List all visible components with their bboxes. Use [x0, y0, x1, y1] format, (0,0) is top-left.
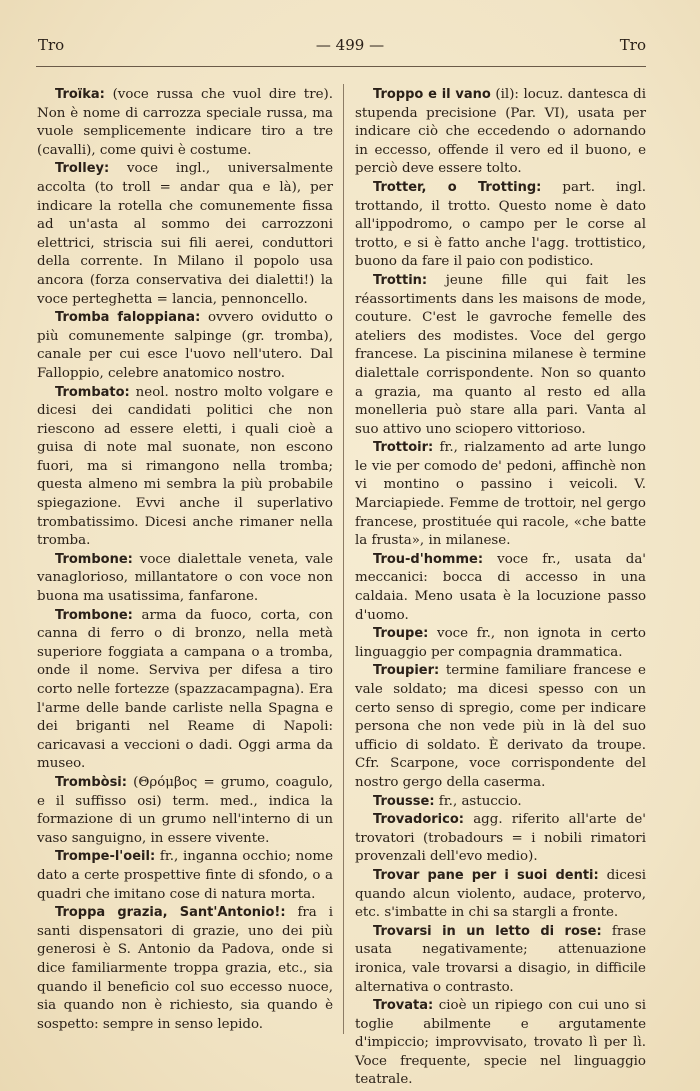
- entry: [355, 272, 646, 439]
- entry: [355, 662, 646, 792]
- definition: fr., rialzamento ad arte lungo le vie per comodo de' pedoni, affinchè non vi montino o passino i veicoli. V. Marciapiede. Femme de trottoir, nel gergo francese, prostituée qui racole, «che batte la frusta», in milanese.: [355, 440, 646, 549]
- definition: dicesi quando alcun violento, audace, protervo, etc. s'imbatte in chi sa stargli a fronte.: [355, 867, 646, 921]
- definition: arma da fuoco, corta, con canna di ferro o di bronzo, nella metà superiore foggiata a campana o a tromba, onde il nome. Serviva per difesa a tiro corto nelle fortezze (spazzacampagna). Era l'arme delle bande carliste nella Spagna e dei briganti nel Reame di Napoli: caricavasi a veccioni o dadi. Oggi arma da museo.: [37, 607, 333, 772]
- headword: Trombone:: [55, 607, 133, 623]
- entry: [37, 384, 333, 551]
- definition: agg. riferito all'arte de' trovatori (trobadours = i nobili rimatori provenzali dell'evo medio).: [355, 812, 646, 865]
- definition: voce fr., usata da' meccanici: bocca di accesso in una caldaia. Meno usata è la locuzione passo d'uomo.: [355, 551, 646, 623]
- definition: (il): locuz. dantesca di stupenda precisione (Par. VI), usata per indicare ciò che eccedendo o adornando in eccesso, offende il vero ed il buono, e perciò deve essere tolto.: [355, 87, 646, 177]
- entry: [37, 309, 333, 383]
- definition: voce dialettale veneta, vale vanaglorioso, millantatore o con voce non buona ma usatissima, fanfarone.: [37, 551, 333, 605]
- headword: Trombòsi:: [55, 774, 127, 790]
- definition: voce ingl., universalmente accolta (to troll = andar qua e là), per indicare la rotella che comunemente fissa ad un'asta al sommo dei carrozzoni elettrici, striscia sui fili aerei, conduttori della corrente. In Milano il popolo usa ancora (forza conservativa dei dialetti!) la voce perteghetta = lancia, pennoncello.: [37, 161, 333, 307]
- definition: neol. nostro molto volgare e dicesi dei candidati politici che non riescono ad essere eletti, i quali cioè a guisa di note mal suonate, non escono fuori, ma si rimangono nella tromba; questa almeno mi sembra la più probabile spiegazione. Evvi anche il superlativo trombatissimo. Dicesi anche rimaner nella tromba.: [37, 384, 333, 549]
- headword: Trovar pane per i suoi denti:: [373, 867, 599, 883]
- entry: [37, 904, 333, 1034]
- definition: jeune fille qui fait les réassortiments dans les maisons de mode, couture. C'est le gavroche femelle des ateliers des modistes. Voce del gergo francese. La piscinina milanese è termine dialettale corrispondente. Non so quanto a grazia, ma quanto al resto ed alla monelleria può stare alla pari. Vanta al suo attivo uno sciopero vittorioso.: [355, 272, 646, 437]
- headword: Trou-d'homme:: [373, 551, 484, 567]
- headword: Troïka:: [55, 87, 105, 102]
- headword: Trousse:: [373, 793, 435, 809]
- headword: Trompe-l'oeil:: [55, 849, 156, 865]
- header-rule: [36, 66, 646, 67]
- headword: Trovarsi in un letto di rose:: [373, 923, 602, 939]
- header-left: Tro: [38, 36, 65, 54]
- entry: [355, 179, 646, 272]
- headword: Trottoir:: [373, 440, 434, 456]
- headword: Troupe:: [373, 626, 429, 642]
- definition: frase usata negativamente; attenuazione ironica, vale trovarsi a disagio, in difficile alternativa o contrasto.: [355, 923, 646, 995]
- entry: [37, 607, 333, 774]
- definition: voce fr., non ignota in certo linguaggio per compagnia drammatica.: [355, 626, 646, 660]
- entry: [37, 848, 333, 904]
- headword: Troupier:: [373, 663, 440, 679]
- definition: fr., astuccio.: [438, 793, 522, 809]
- running-header: [0, 30, 700, 60]
- entry: [37, 774, 333, 848]
- headword: Tromba faloppiana:: [55, 310, 201, 326]
- definition: part. ingl. trottando, il trotto. Questo nome è dato all'ippodromo, o campo per le corse al trotto, e si è fatto anche l'agg. trottistico, buono da fare il paio con podistico.: [355, 179, 647, 270]
- headword: Troppa grazia, Sant'Antonio!:: [55, 905, 286, 921]
- column-divider: [343, 84, 344, 1034]
- definition: (Θρόμβος = grumo, coagulo, e il suffisso osi) term. med., indica la formazione di un grumo nell'interno di un vaso sanguigno, in essere vivente.: [37, 774, 333, 846]
- entry: [355, 439, 646, 551]
- header-right: Tro: [619, 36, 646, 54]
- page-number: — 499 —: [315, 36, 385, 54]
- headword: Trombone:: [55, 551, 133, 567]
- definition: ovvero ovidutto o più comunemente salpinge (gr. tromba), canale per cui esce l'uovo nell'utero. Dal Falloppio, celebre anatomico nostro.: [37, 310, 333, 381]
- entry: [355, 811, 646, 867]
- definition: cioè un ripiego con cui uno si toglie abilmente e argutamente d'impiccio; improvvisato, trovato lì per lì. Voce frequente, specie nel linguaggio teatrale.: [355, 998, 646, 1088]
- entry: [355, 923, 646, 997]
- definition: fra i santi dispensatori di grazie, uno dei più generosi è S. Antonio da Padova, onde si dice familiarmente troppa grazia, etc., sia quando il beneficio col suo eccesso nuoce, sia quando non è richiesto, sia quando è sospetto: sempre in senso lepido.: [37, 905, 333, 1032]
- definition: termine familiare francese e vale soldato; ma dicesi spesso con un certo senso di spregio, come per indicare persona che non vede più in là del suo ufficio di soldato. È derivato da troupe. Cfr. Scarpone, voce corrispondente del nostro gergo della caserma.: [355, 663, 646, 790]
- headword: Trottin:: [373, 272, 428, 288]
- right-column: [355, 86, 646, 1090]
- headword: Trolley:: [55, 161, 110, 177]
- headword: Trotter, o Trotting:: [373, 179, 542, 195]
- headword: Trovadorico:: [373, 812, 464, 828]
- definition: (voce russa che vuol dire tre). Non è nome di carrozza speciale russa, ma vuole semplicemente indicare tiro a tre (cavalli), come quivi è costume.: [37, 87, 333, 158]
- headword: Trombato:: [55, 384, 130, 400]
- left-column: [37, 86, 333, 1034]
- entry: [355, 997, 646, 1090]
- entry: [355, 551, 646, 625]
- entry: [37, 551, 333, 607]
- entry: [355, 625, 646, 662]
- definition: fr., inganna occhio; nome dato a certe prospettive finte di sfondo, o a quadri che imitano cose di natura morta.: [37, 849, 333, 902]
- entry: [37, 160, 333, 309]
- entry: [37, 86, 333, 160]
- entry: [355, 86, 646, 179]
- headword: Troppo e il vano: [373, 87, 491, 102]
- headword: Trovata:: [373, 998, 434, 1014]
- entry: [355, 793, 646, 812]
- entry: [355, 867, 646, 923]
